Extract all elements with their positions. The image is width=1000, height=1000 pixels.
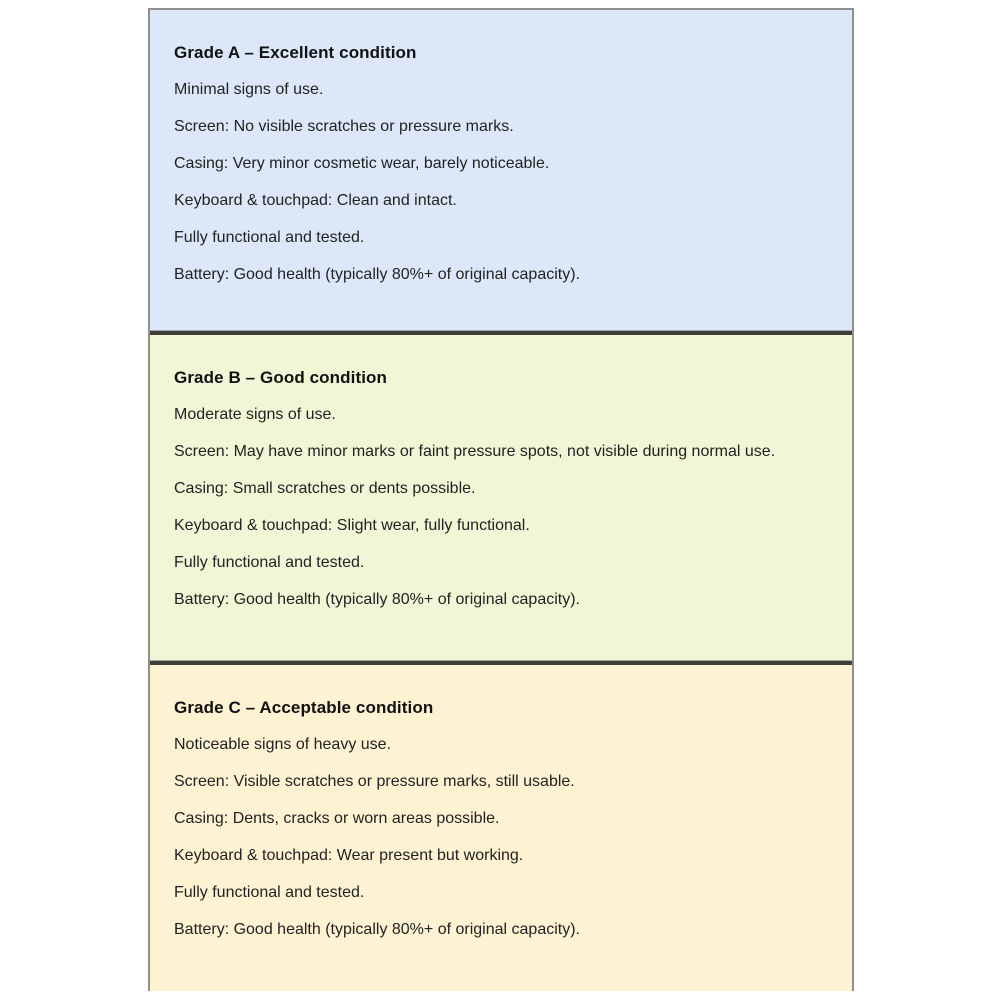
grading-panels-container xyxy=(148,8,854,991)
panel-grade-a-title: Grade A – Excellent condition xyxy=(174,43,417,62)
panel-grade-a xyxy=(150,8,852,330)
grade-b-line-overall: Moderate signs of use. xyxy=(174,406,336,423)
grade-b-line-keyboard: Keyboard & touchpad: Slight wear, fully functional. xyxy=(174,517,530,534)
grade-a-line-battery: Battery: Good health (typically 80%+ of original capacity). xyxy=(174,266,580,283)
grade-b-line-screen: Screen: May have minor marks or faint pressure spots, not visible during normal use. xyxy=(174,443,776,460)
grade-c-line-overall: Noticeable signs of heavy use. xyxy=(174,736,392,753)
grade-c-line-tested: Fully functional and tested. xyxy=(174,884,365,901)
panel-grade-c-title: Grade C – Acceptable condition xyxy=(174,698,434,717)
panel-grade-c xyxy=(150,665,852,991)
panel-grade-b-title: Grade B – Good condition xyxy=(174,368,388,387)
grade-a-line-overall: Minimal signs of use. xyxy=(174,81,324,98)
grade-a-line-keyboard: Keyboard & touchpad: Clean and intact. xyxy=(174,192,457,209)
grade-b-line-tested: Fully functional and tested. xyxy=(174,554,365,571)
grade-a-line-screen: Screen: No visible scratches or pressure marks. xyxy=(174,118,514,135)
grade-a-line-casing: Casing: Very minor cosmetic wear, barely noticeable. xyxy=(174,155,550,172)
grade-c-line-screen: Screen: Visible scratches or pressure marks, still usable. xyxy=(174,773,575,790)
grade-b-line-casing: Casing: Small scratches or dents possible. xyxy=(174,480,476,497)
grade-a-line-tested: Fully functional and tested. xyxy=(174,229,365,246)
panel-grade-b xyxy=(150,335,852,660)
grade-c-line-keyboard: Keyboard & touchpad: Wear present but working. xyxy=(174,847,524,864)
grade-c-line-casing: Casing: Dents, cracks or worn areas possible. xyxy=(174,810,500,827)
grade-c-line-battery: Battery: Good health (typically 80%+ of original capacity). xyxy=(174,921,580,938)
grade-b-line-battery: Battery: Good health (typically 80%+ of original capacity). xyxy=(174,591,580,608)
